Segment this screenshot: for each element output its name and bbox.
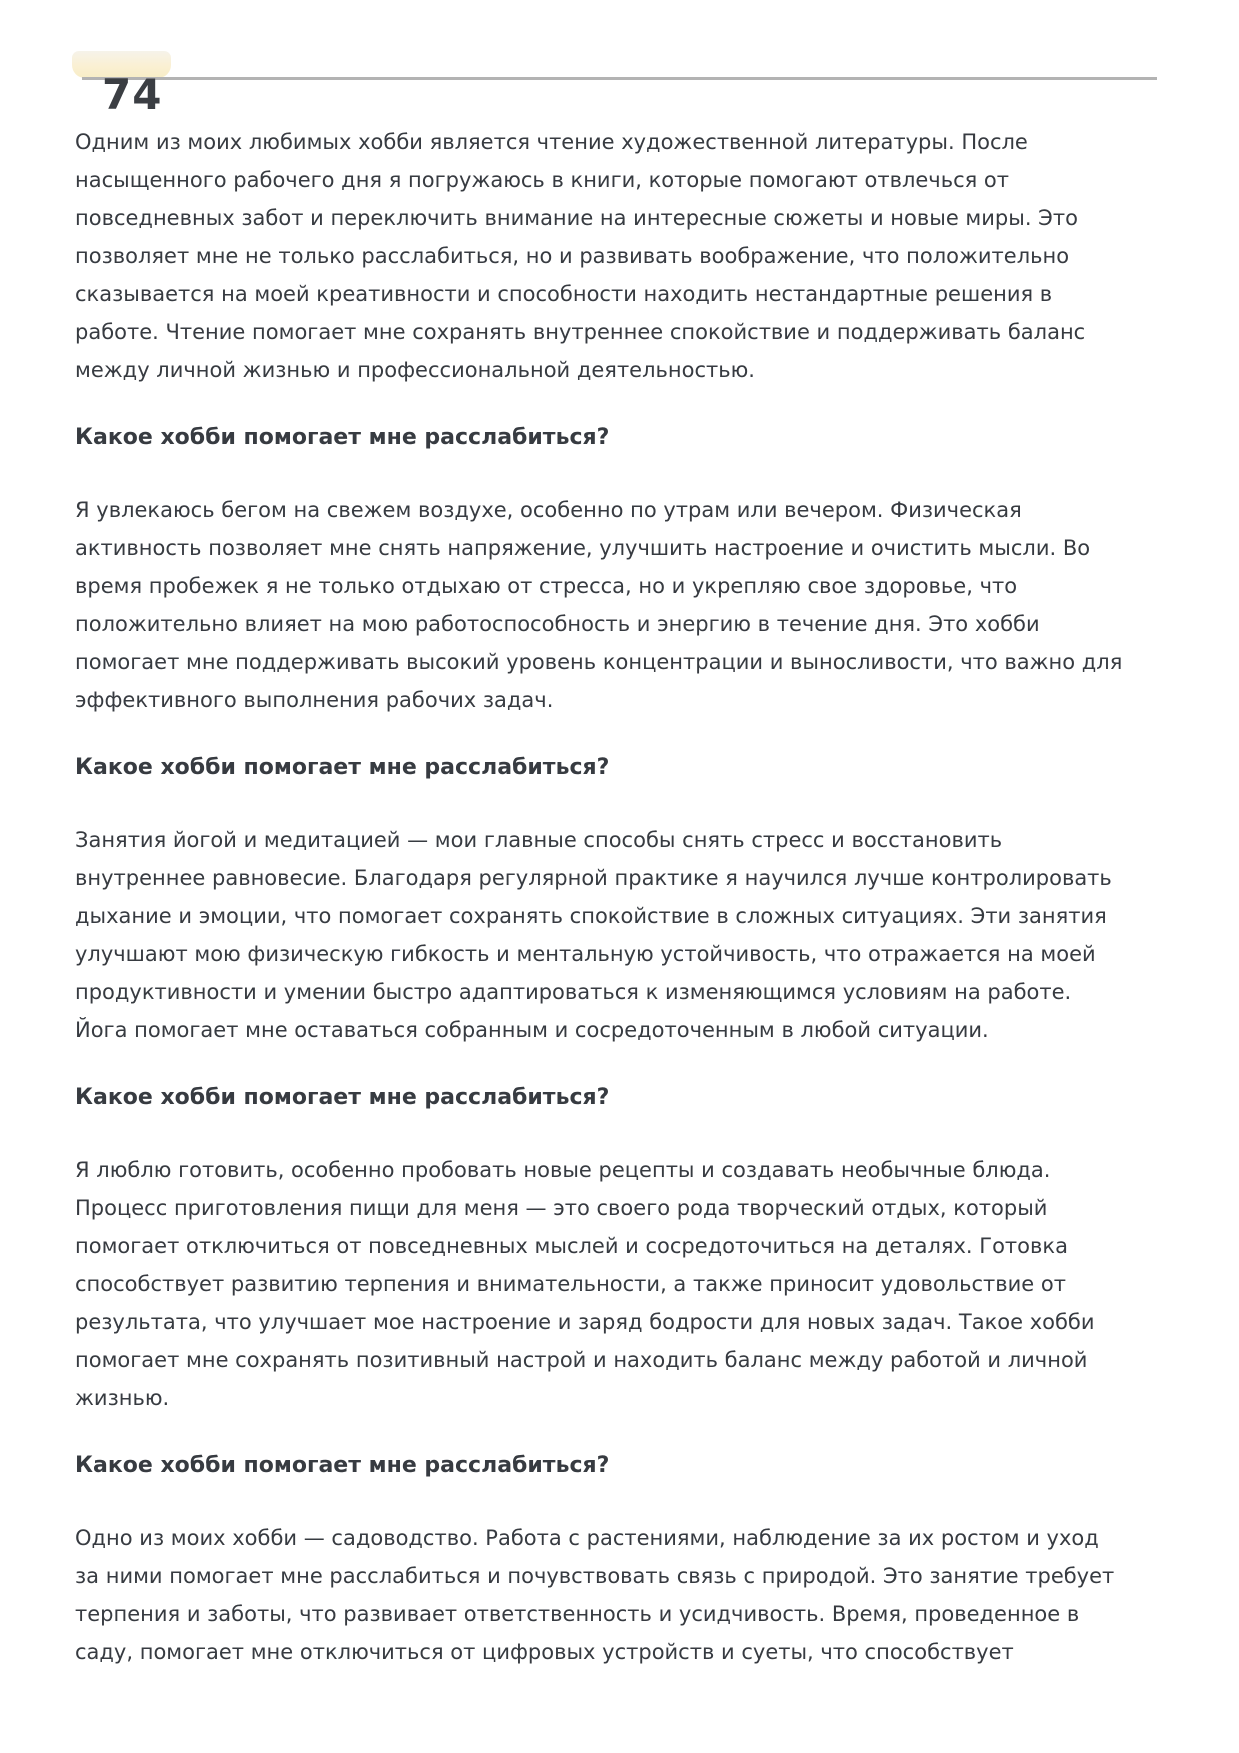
- section-heading: Какое хобби помогает мне расслабиться?: [75, 755, 610, 780]
- page-number: 74: [102, 70, 163, 119]
- section-paragraph: Я люблю готовить, особенно пробовать новые рецепты и создавать необычные блюда. Процесс приготовления пищи для меня — это своего рода творческий отдых, который помогает отключиться от повседневных мыслей и сосредоточиться на деталях. Готовка способствует развитию терпения и внимательности, а также приносит удовольствие от результата, что улучшает мое настроение и заряд бодрости для новых задач. Такое хобби помогает мне сохранять позитивный настрой и находить баланс между работой и личной жизнью.: [75, 1158, 1095, 1410]
- section-paragraph: Я увлекаюсь бегом на свежем воздухе, особенно по утрам или вечером. Физическая активность позволяет мне снять напряжение, улучшить настроение и очистить мысли. Во время пробежек я не только отдыхаю от стресса, но и укрепляю свое здоровье, что положительно влияет на мою работоспособность и энергию в течение дня. Это хобби помогает мне поддерживать высокий уровень концентрации и выносливости, что важно для эффективного выполнения рабочих задач.: [75, 498, 1123, 712]
- top-divider: [82, 77, 1157, 80]
- section-heading: Какое хобби помогает мне расслабиться?: [75, 425, 610, 450]
- section-paragraph: Одно из моих хобби — садоводство. Работа с растениями, наблюдение за их ростом и уход за ними помогает мне расслабиться и почувствовать связь с природой. Это занятие требует терпения и заботы, что развивает ответственность и усидчивость. Время, проведенное в саду, помогает мне отключиться от цифровых устройств и суеты, что способствует: [75, 1526, 1115, 1664]
- intro-paragraph: Одним из моих любимых хобби является чтение художественной литературы. После насыщенного рабочего дня я погружаюсь в книги, которые помогают отвлечься от повседневных забот и переключить внимание на интересные сюжеты и новые миры. Это позволяет мне не только расслабиться, но и развивать воображение, что положительно сказывается на моей креативности и способности находить нестандартные решения в работе. Чтение помогает мне сохранять внутреннее спокойствие и поддерживать баланс между личной жизнью и профессиональной деятельностью.: [75, 130, 1086, 382]
- section-heading: Какое хобби помогает мне расслабиться?: [75, 1453, 610, 1478]
- section-heading: Какое хобби помогает мне расслабиться?: [75, 1085, 610, 1110]
- document-body: [75, 123, 1127, 1697]
- section-paragraph: Занятия йогой и медитацией — мои главные способы снять стресс и восстановить внутреннее равновесие. Благодаря регулярной практике я научился лучше контролировать дыхание и эмоции, что помогает сохранять спокойствие в сложных ситуациях. Эти занятия улучшают мою физическую гибкость и ментальную устойчивость, что отражается на моей продуктивности и умении быстро адаптироваться к изменяющимся условиям на работе. Йога помогает мне оставаться собранным и сосредоточенным в любой ситуации.: [75, 828, 1112, 1042]
